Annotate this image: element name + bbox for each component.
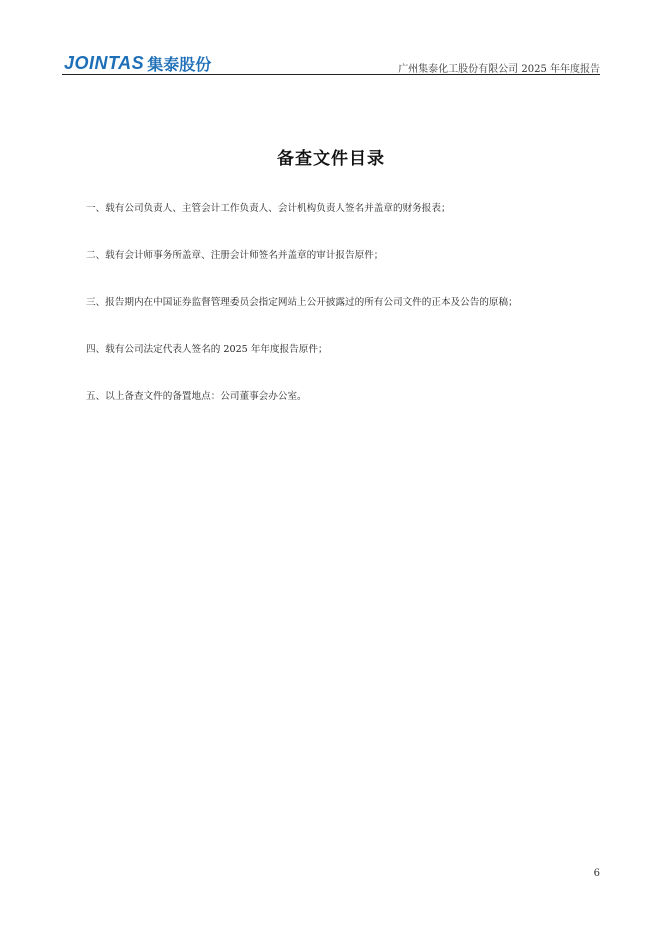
company-logo — [64, 52, 211, 75]
header-divider — [62, 74, 600, 75]
header-report-title: 广州集泰化工股份有限公司 2025 年年度报告 — [398, 64, 600, 75]
list-item: 一、载有公司负责人、主管会计工作负责人、会计机构负责人签名并盖章的财务报表； — [86, 203, 451, 214]
page-title: 备查文件目录 — [277, 149, 385, 169]
logo-chinese-text: 集泰股份 — [147, 55, 212, 74]
list-item: 三、报告期内在中国证券监督管理委员会指定网站上公开披露过的所有公司文件的正本及公告的原稿； — [86, 297, 518, 308]
page-number: 6 — [593, 868, 600, 879]
list-item: 二、载有会计师事务所盖章、注册会计师签名并盖章的审计报告原件； — [86, 250, 384, 261]
list-item: 五、以上备查文件的备置地点：公司董事会办公室。 — [86, 391, 307, 402]
logo-latin-text: JOINTAS — [64, 53, 145, 73]
reference-documents-list — [86, 201, 586, 436]
list-item: 四、载有公司法定代表人签名的 2025 年年度报告原件； — [86, 344, 328, 355]
